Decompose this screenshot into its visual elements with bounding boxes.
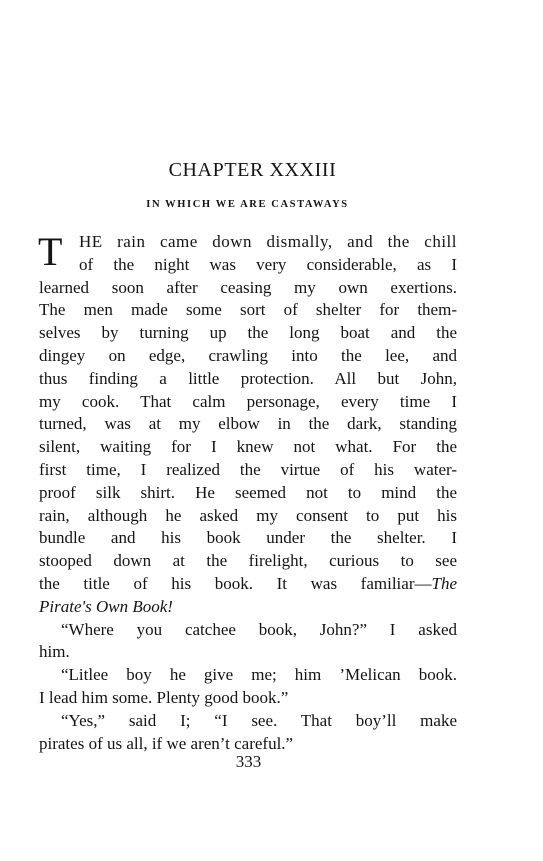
book-title-part2: Pirate's Own Book! xyxy=(39,596,173,616)
dialogue-line: “Yes,” said I; “I see. That boy’ll make xyxy=(61,710,457,730)
text-line: learned soon after ceasing my own exertions. xyxy=(39,277,457,297)
text-line: stooped down at the firelight, curious to see xyxy=(39,551,457,571)
body-text xyxy=(39,231,457,755)
text-line: proof silk shirt. He seemed not to mind the xyxy=(39,482,457,502)
first-line-rest: HE rain came down dismally, and the chill xyxy=(79,232,457,251)
text-line: my cook. That calm personage, every time I xyxy=(39,391,457,411)
book-title-part1: The xyxy=(431,573,457,593)
text-line-book-title-end xyxy=(39,596,457,619)
text-line: silent, waiting for I knew not what. For the xyxy=(39,437,457,457)
text-line: turned, was at my elbow in the dark, standing xyxy=(39,414,457,434)
text-line-book-title xyxy=(39,573,457,596)
text-line: rain, although he asked my consent to put his xyxy=(39,505,457,525)
dialogue-line: “Litlee boy he give me; him ’Melican book. xyxy=(61,665,457,685)
title-line-prefix: the title of his book. It was familiar— xyxy=(39,573,432,593)
dialogue-line-end: I lead him some. Plenty good book.” xyxy=(39,687,289,707)
text-line: bundle and his book under the shelter. I xyxy=(39,528,457,548)
dialogue-line: “Where you catchee book, John?” I asked xyxy=(61,619,457,639)
text-line-2: of the night was very considerable, as I xyxy=(79,254,457,274)
chapter-subtitle: IN WHICH WE ARE CASTAWAYS xyxy=(146,199,349,210)
text-line: selves by turning up the long boat and the xyxy=(39,323,457,343)
dialogue-line-end: him. xyxy=(39,642,70,662)
text-line: thus finding a little protection. All but John, xyxy=(39,368,457,388)
text-line-1 xyxy=(39,231,457,254)
text-line: dingey on edge, crawling into the lee, and xyxy=(39,345,457,365)
text-line: first time, I realized the virtue of his water- xyxy=(39,459,457,479)
drop-cap: T xyxy=(38,229,63,274)
dialogue-line-end: pirates of us all, if we aren’t careful.” xyxy=(39,733,294,753)
text-line: The men made some sort of shelter for them- xyxy=(39,300,457,320)
chapter-title: CHAPTER XXXIII xyxy=(168,159,337,181)
page-number: 333 xyxy=(235,752,262,771)
